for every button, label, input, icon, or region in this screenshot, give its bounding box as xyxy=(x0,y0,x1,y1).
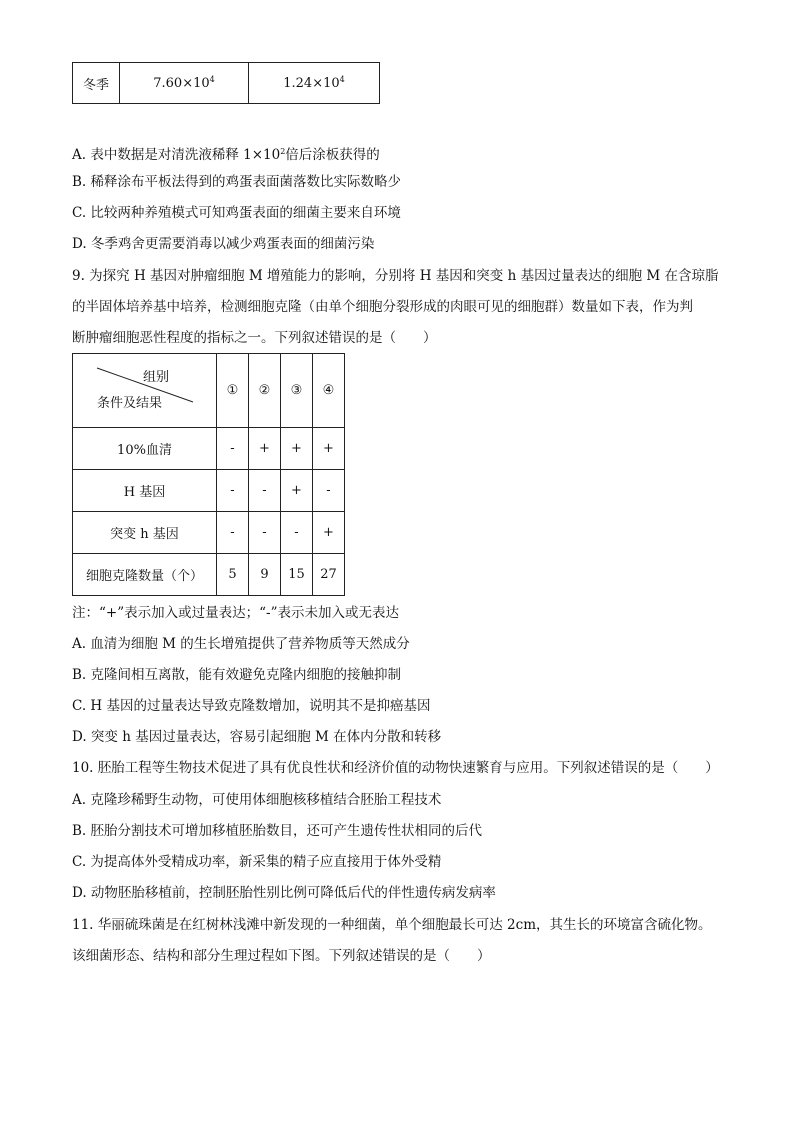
table-row xyxy=(73,428,345,470)
q9-option-b: B. 克隆间相互离散，能有效避免克隆内细胞的接触抑制 xyxy=(72,667,402,683)
q11-stem-line: 11. 华丽硫珠菌是在红树林浅滩中新发现的一种细菌，单个细胞最长可达 2cm，其生长的环境富含硫化物。 xyxy=(72,917,712,933)
q9-stem-line: 9. 为探究 H 基因对肿瘤细胞 M 增殖能力的影响，分别将 H 基因和突变 h 基因过量表达的细胞 M 在含琼脂 xyxy=(72,268,719,284)
diagonal-header-cell xyxy=(73,354,217,428)
row-label: 突变 h 基因 xyxy=(73,512,217,554)
q10-option-b: B. 胚胎分割技术可增加移植胚胎数目，还可产生遗传性状相同的后代 xyxy=(72,823,483,839)
experiment-table xyxy=(72,353,345,596)
table-row xyxy=(73,63,380,104)
q9-option-c: C. H 基因的过量表达导致克隆数增加，说明其不是抑癌基因 xyxy=(72,698,431,714)
table-cell: + xyxy=(313,512,345,554)
value-cell: $1.24\times 10^4$ xyxy=(249,63,380,104)
q11-stem-line: 该细菌形态、结构和部分生理过程如下图。下列叙述错误的是（ ） xyxy=(72,948,491,964)
group-header: ① xyxy=(217,354,249,428)
table-cell: - xyxy=(281,512,313,554)
season-cell: 冬季 xyxy=(73,63,120,104)
q10-stem: 10. 胚胎工程等生物技术促进了具有优良性状和经济价值的动物快速繁育与应用。下列叙述错误的是（ ） xyxy=(72,760,719,776)
q9-option-d: D. 突变 h 基因过量表达，容易引起细胞 M 在体内分散和转移 xyxy=(72,729,442,745)
q9-table-note: 注：“+”表示加入或过量表达；“-”表示未加入或无表达 xyxy=(72,605,399,621)
group-header: ② xyxy=(249,354,281,428)
row-label: 10%血清 xyxy=(73,428,217,470)
table-row xyxy=(73,470,345,512)
diagonal-line xyxy=(73,354,216,427)
table-cell: 9 xyxy=(249,554,281,596)
table-row xyxy=(73,554,345,596)
header-group-label: 组别 xyxy=(143,370,170,385)
table-cell: + xyxy=(313,428,345,470)
table-cell: - xyxy=(217,512,249,554)
q9-option-a: A. 血清为细胞 M 的生长增殖提供了营养物质等天然成分 xyxy=(72,636,410,652)
table-cell: 27 xyxy=(313,554,345,596)
table-cell: - xyxy=(217,428,249,470)
winter-data-table xyxy=(72,62,380,104)
value-cell: $7.60\times 10^4$ xyxy=(120,63,249,104)
group-header: ④ xyxy=(313,354,345,428)
table-cell: - xyxy=(313,470,345,512)
row-label: H 基因 xyxy=(73,470,217,512)
table-cell: + xyxy=(249,428,281,470)
table-row xyxy=(73,512,345,554)
q9-stem-line: 的半固体培养基中培养，检测细胞克隆（由单个细胞分裂形成的肉眼可见的细胞群）数量如下表，作为判 xyxy=(72,299,693,315)
q8-option-b: B. 稀释涂布平板法得到的鸡蛋表面菌落数比实际数略少 xyxy=(72,174,402,190)
q10-option-d: D. 动物胚胎移植前，控制胚胎性别比例可降低后代的伴性遗传病发病率 xyxy=(72,885,496,901)
q8-option-a: A. 表中数据是对清洗液稀释 $1\times 10^2$倍后涂板获得的 xyxy=(72,147,380,163)
table-cell: 15 xyxy=(281,554,313,596)
q10-option-a: A. 克隆珍稀野生动物，可使用体细胞核移植结合胚胎工程技术 xyxy=(72,792,442,808)
group-header: ③ xyxy=(281,354,313,428)
q8-option-c: C. 比较两种养殖模式可知鸡蛋表面的细菌主要来自环境 xyxy=(72,205,401,221)
table-cell: - xyxy=(249,512,281,554)
table-cell: - xyxy=(249,470,281,512)
row-label: 细胞克隆数量（个） xyxy=(73,554,217,596)
table-header-row xyxy=(73,354,345,428)
q8-option-d: D. 冬季鸡舍更需要消毒以减少鸡蛋表面的细菌污染 xyxy=(72,236,375,252)
table-cell: + xyxy=(281,428,313,470)
table-cell: + xyxy=(281,470,313,512)
q9-stem-line: 断肿瘤细胞恶性程度的指标之一。下列叙述错误的是（ ） xyxy=(72,330,437,346)
q10-option-c: C. 为提高体外受精成功率，新采集的精子应直接用于体外受精 xyxy=(72,854,442,870)
table-cell: 5 xyxy=(217,554,249,596)
table-cell: - xyxy=(217,470,249,512)
header-condition-label: 条件及结果 xyxy=(97,396,163,411)
